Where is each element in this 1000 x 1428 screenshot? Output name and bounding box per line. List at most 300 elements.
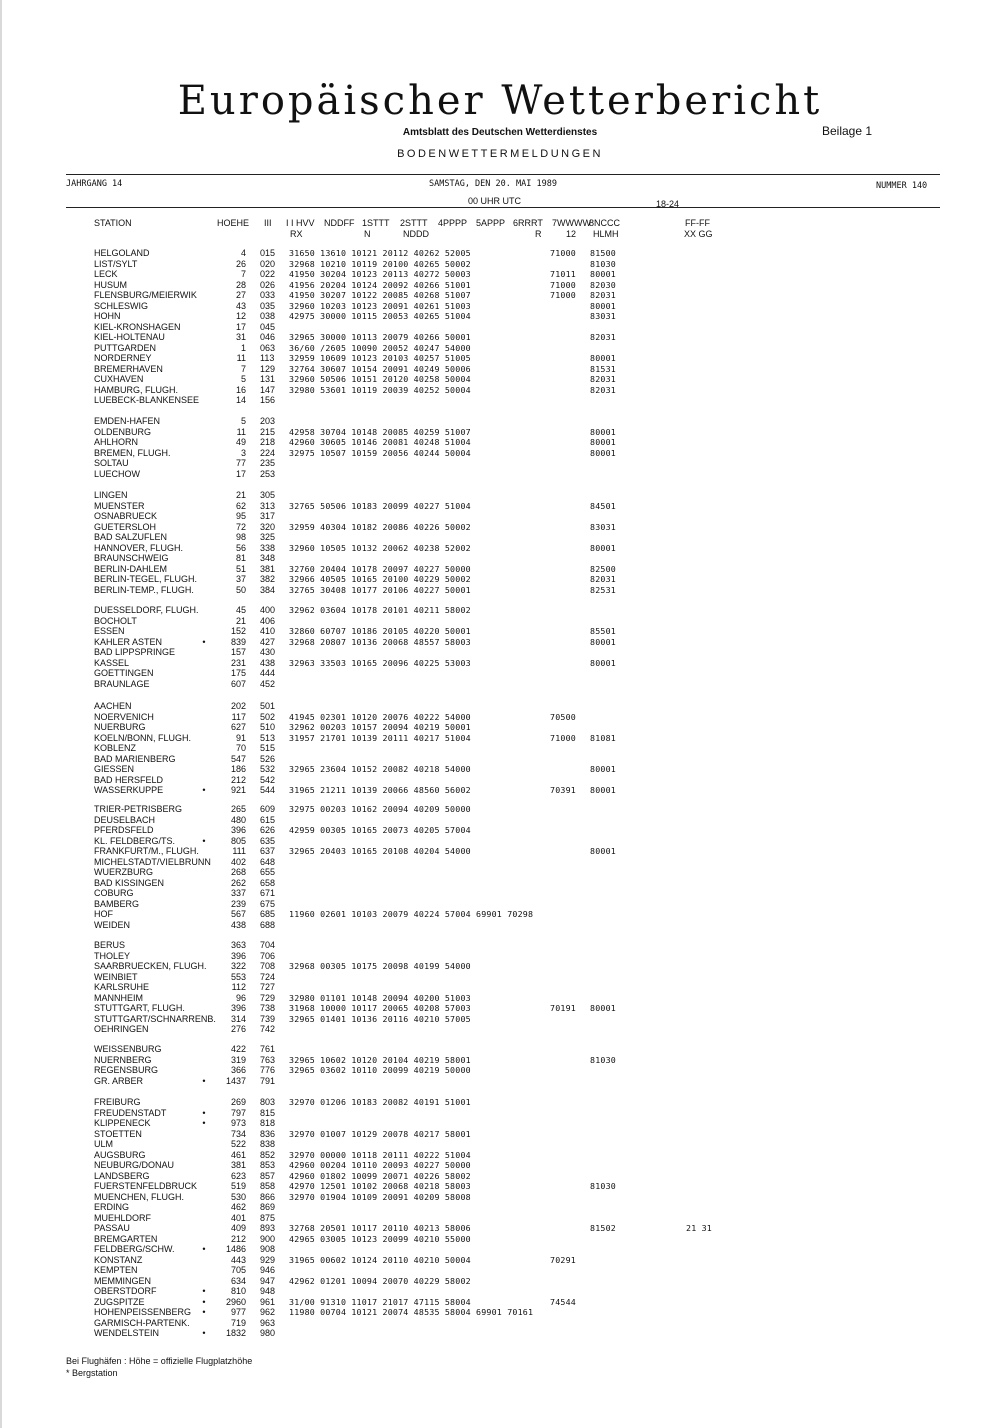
station-height: 21 <box>235 615 246 626</box>
station-name: MUENCHEN, FLUGH. <box>94 1191 185 1202</box>
group-8-code: 81531 <box>590 363 616 374</box>
station-number: 430 <box>260 647 276 657</box>
station-name: OLDENBURG <box>94 426 152 437</box>
station-height: 314 <box>230 1013 246 1024</box>
station-row <box>0 668 1000 679</box>
station-number: 348 <box>260 553 276 563</box>
station-number: 406 <box>260 615 276 626</box>
observation-codes: 32965 03602 10110 20099 40219 50000 <box>289 1065 471 1075</box>
station-number: 708 <box>260 961 276 971</box>
observation-codes: 32960 10505 10132 20062 40238 52002 <box>289 542 471 553</box>
observation-codes: 32965 01401 10136 20116 40210 57005 <box>289 1013 471 1024</box>
station-height: 461 <box>230 1149 246 1160</box>
group-7-code: 71011 <box>550 269 576 279</box>
observation-codes: 32962 03604 10178 20101 40211 58002 <box>289 605 471 615</box>
station-number: 658 <box>260 877 276 888</box>
group-8-code: 82531 <box>590 584 616 595</box>
station-row <box>0 322 1000 333</box>
station-height: 262 <box>230 877 246 888</box>
station-number: 791 <box>260 1075 276 1086</box>
station-height: 363 <box>230 940 246 950</box>
col-hlmh: HLMH <box>593 229 619 239</box>
station-height: 111 <box>232 846 246 856</box>
observation-codes: 32764 30607 10154 20091 40249 50006 <box>289 363 471 374</box>
station-name: BOCHOLT <box>94 615 137 626</box>
group-7-code: 74544 <box>550 1296 576 1307</box>
group-7-code: 70500 <box>550 711 576 722</box>
station-height: 11 <box>236 353 246 363</box>
station-row <box>0 311 1000 322</box>
station-row <box>0 846 1000 857</box>
station-name: NUERNBERG <box>94 1054 152 1065</box>
observation-time: 00 UHR UTC <box>468 196 522 206</box>
station-row <box>0 427 1000 438</box>
station-height: 17 <box>235 321 246 332</box>
station-number: 320 <box>260 521 276 532</box>
station-height: 719 <box>230 1317 246 1328</box>
station-height: 402 <box>230 856 246 867</box>
station-number: 203 <box>260 416 276 426</box>
station-name: FREUDENSTADT <box>94 1107 167 1118</box>
mountain-station-marker: • <box>202 636 206 647</box>
station-row <box>0 658 1000 669</box>
station-row <box>0 825 1000 836</box>
group-7-code: 71000 <box>550 290 576 300</box>
station-row <box>0 961 1000 972</box>
station-name: KARLSRUHE <box>94 982 150 992</box>
observation-codes: 42960 01802 10099 20071 40226 58002 <box>289 1170 471 1181</box>
group-8-code: 83031 <box>590 521 616 532</box>
station-row <box>0 532 1000 543</box>
station-height: 519 <box>230 1181 246 1191</box>
station-number: 427 <box>260 636 276 647</box>
group-7-code: 71000 <box>550 248 576 258</box>
station-row <box>0 1118 1000 1129</box>
group-8-code: 85501 <box>590 626 616 636</box>
station-height: 28 <box>235 279 246 290</box>
station-row <box>0 605 1000 616</box>
station-row <box>0 1255 1000 1266</box>
observation-codes: 42960 30605 10146 20081 40248 51004 <box>289 437 471 447</box>
station-height: 12 <box>235 311 246 321</box>
group-8-code: 80001 <box>590 785 616 795</box>
station-row <box>0 1014 1000 1025</box>
observation-codes: 32965 10602 10120 20104 40219 58001 <box>289 1054 471 1065</box>
station-number: 046 <box>260 332 276 342</box>
station-number: 113 <box>260 353 275 363</box>
station-height: 27 <box>235 290 246 300</box>
station-number: 962 <box>260 1307 276 1317</box>
group-8-code: 81081 <box>590 732 616 743</box>
station-row <box>0 1276 1000 1287</box>
station-number: 742 <box>260 1024 276 1034</box>
station-name: LIST/SYLT <box>94 258 138 269</box>
station-number: 648 <box>260 856 276 867</box>
station-name: BAD LIPPSPRINGE <box>94 647 176 657</box>
station-number: 147 <box>260 384 276 395</box>
group-8-code: 80001 <box>590 542 616 553</box>
station-number: 444 <box>260 668 276 678</box>
station-number: 382 <box>260 574 276 584</box>
station-row <box>0 374 1000 385</box>
station-height: 337 <box>230 888 246 898</box>
station-height: 16 <box>235 384 246 395</box>
station-row <box>0 1192 1000 1203</box>
station-height: 443 <box>230 1254 246 1265</box>
station-name: BERUS <box>94 940 126 950</box>
station-name: LINGEN <box>94 490 128 500</box>
beilage-label: Beilage 1 <box>822 124 873 138</box>
observation-codes: 32960 10203 10123 20091 40261 51003 <box>289 300 471 311</box>
station-number: 501 <box>260 701 276 711</box>
station-row <box>0 1265 1000 1276</box>
observation-codes: 32965 30000 10113 20079 40266 50001 <box>289 332 471 342</box>
station-name: WENDELSTEIN <box>94 1328 160 1338</box>
station-height: 152 <box>230 626 246 636</box>
station-height: 175 <box>230 668 246 678</box>
station-number: 235 <box>260 458 276 468</box>
observation-codes: 11960 02601 10103 20079 40224 57004 69901 70298 <box>289 909 534 919</box>
col-5appp: 5APPP <box>476 218 506 228</box>
station-number: 706 <box>260 950 276 961</box>
station-name: BRAUNLAGE <box>94 678 150 689</box>
station-name: BAMBERG <box>94 898 140 909</box>
station-number: 852 <box>260 1149 276 1160</box>
group-8-code: 82031 <box>590 374 616 384</box>
station-name: ZUGSPITZE <box>94 1296 145 1307</box>
station-name: STOETTEN <box>94 1128 142 1139</box>
station-number: 544 <box>260 785 276 795</box>
col-6rrrt: 6RRRT <box>513 218 543 228</box>
station-number: 655 <box>260 867 276 877</box>
station-height: 81 <box>235 553 246 563</box>
station-number: 739 <box>260 1013 276 1024</box>
station-row <box>0 836 1000 847</box>
col-1sttt: 1STTT <box>362 218 390 228</box>
station-height: 37 <box>235 574 246 584</box>
station-number: 400 <box>260 605 276 615</box>
station-row <box>0 1150 1000 1161</box>
station-number: 542 <box>260 774 276 785</box>
col-nddff: NDDFF <box>324 218 355 228</box>
station-height: 921 <box>230 785 246 795</box>
station-row <box>0 951 1000 962</box>
station-name: KONSTANZ <box>94 1254 143 1265</box>
station-name: BERLIN-TEGEL, FLUGH. <box>94 574 198 584</box>
station-number: 776 <box>260 1065 276 1075</box>
station-row <box>0 269 1000 280</box>
station-number: 675 <box>260 898 276 909</box>
group-8-code: 80001 <box>590 846 616 856</box>
group-8-code: 80001 <box>590 437 616 447</box>
station-name: LECK <box>94 269 118 279</box>
station-row <box>0 940 1000 951</box>
station-row <box>0 364 1000 375</box>
station-name: LANDSBERG <box>94 1170 150 1181</box>
time-range-label: 18-24 <box>656 199 680 209</box>
group-8-code: 80001 <box>590 764 616 774</box>
station-row <box>0 469 1000 480</box>
observation-codes: 32966 40505 10165 20100 40229 50002 <box>289 574 471 584</box>
station-row <box>0 1297 1000 1308</box>
station-row <box>0 1055 1000 1066</box>
station-height: 3 <box>240 447 246 458</box>
station-height: 117 <box>231 711 246 722</box>
jahrgang-label: JAHRGANG 14 <box>66 179 123 189</box>
station-name: KLIPPENECK <box>94 1118 151 1128</box>
station-name: TRIER-PETRISBERG <box>94 804 183 814</box>
station-name: WEISSENBURG <box>94 1044 162 1054</box>
station-number: 038 <box>260 311 276 321</box>
station-row <box>0 1244 1000 1255</box>
station-row <box>0 1202 1000 1213</box>
mountain-station-marker: • <box>202 1244 206 1254</box>
station-number: 947 <box>260 1275 276 1286</box>
station-number: 338 <box>260 542 276 553</box>
station-row <box>0 248 1000 259</box>
station-name: FUERSTENFELDBRUCK <box>94 1181 198 1191</box>
station-height: 98 <box>235 532 246 542</box>
observation-codes: 41956 20204 10124 20092 40266 51001 <box>289 279 471 290</box>
station-height: 396 <box>230 825 246 835</box>
station-name: SOLTAU <box>94 458 129 468</box>
station-row <box>0 626 1000 637</box>
observation-codes: 42970 12501 10102 20068 40218 58003 <box>289 1181 471 1191</box>
station-name: BRAUNSCHWEIG <box>94 553 169 563</box>
station-row <box>0 1076 1000 1087</box>
station-name: BAD MARIENBERG <box>94 753 176 764</box>
station-height: 705 <box>230 1265 246 1275</box>
station-number: 022 <box>260 269 276 279</box>
station-number: 946 <box>260 1265 276 1275</box>
group-8-code: 81500 <box>590 248 616 258</box>
station-number: 763 <box>260 1054 276 1065</box>
group-8-code: 83031 <box>590 311 616 321</box>
station-height: 480 <box>230 814 246 825</box>
station-row <box>0 564 1000 575</box>
station-row <box>0 1065 1000 1076</box>
station-name: DEUSELBACH <box>94 814 156 825</box>
station-row <box>0 1160 1000 1171</box>
station-number: 615 <box>260 814 276 825</box>
station-height: 202 <box>230 701 246 711</box>
station-number: 305 <box>260 490 276 500</box>
document-title: Europäischer Wetterbericht <box>177 78 823 124</box>
station-name: OEHRINGEN <box>94 1024 149 1034</box>
station-number: 836 <box>260 1128 276 1139</box>
station-row <box>0 395 1000 406</box>
observation-codes: 32760 20404 10178 20097 40227 50000 <box>289 563 471 574</box>
station-name: REGENSBURG <box>94 1065 159 1075</box>
station-row <box>0 448 1000 459</box>
station-number: 609 <box>260 804 276 814</box>
station-name: PASSAU <box>94 1223 130 1233</box>
col-xxgg: XX GG <box>684 229 713 239</box>
station-height: 96 <box>235 992 246 1003</box>
observation-codes: 31957 21701 10139 20111 40217 51004 <box>289 732 471 743</box>
station-name: HOHN <box>94 311 121 321</box>
station-height: 77 <box>235 458 246 468</box>
station-height: 14 <box>235 395 246 405</box>
station-row <box>0 1213 1000 1224</box>
observation-codes: 42965 03005 10123 20099 40210 55000 <box>289 1233 471 1244</box>
station-name: MICHELSTADT/VIELBRUNN <box>94 856 211 867</box>
station-row <box>0 553 1000 564</box>
station-name: HAMBURG, FLUGH. <box>94 384 179 395</box>
station-number: 510 <box>260 722 276 732</box>
station-number: 502 <box>260 711 276 722</box>
group-8-code: 82500 <box>590 563 616 574</box>
station-height: 231 <box>230 657 246 668</box>
station-number: 224 <box>260 447 276 458</box>
observation-codes: 42962 01201 10094 20070 40229 58002 <box>289 1275 471 1286</box>
station-name: FLENSBURG/MEIERWIK <box>94 290 197 300</box>
station-row <box>0 543 1000 554</box>
station-height: 401 <box>230 1212 246 1223</box>
station-height: 72 <box>235 521 246 532</box>
station-row <box>0 280 1000 291</box>
station-name: PUTTGARDEN <box>94 342 157 353</box>
station-name: FELDBERG/SCHW. <box>94 1244 175 1254</box>
station-number: 637 <box>260 846 276 856</box>
station-number: 738 <box>260 1003 276 1013</box>
station-name: HOHENPEISSENBERG <box>94 1307 192 1317</box>
station-name: GUETERSLOH <box>94 521 157 532</box>
station-row <box>0 647 1000 658</box>
station-row <box>0 1223 1000 1234</box>
observation-codes: 42960 00204 10110 20093 40227 50000 <box>289 1160 471 1170</box>
station-number: 671 <box>260 888 276 898</box>
station-height: 396 <box>230 1003 246 1013</box>
station-name: THOLEY <box>94 950 131 961</box>
station-number: 452 <box>260 678 276 689</box>
station-height: 567 <box>230 909 246 919</box>
col-ihvv: I I HVV <box>286 218 315 228</box>
col-hoehe: HOEHE <box>217 218 250 228</box>
station-row <box>0 437 1000 448</box>
mountain-station-marker: • <box>202 785 206 795</box>
station-height: 977 <box>230 1307 246 1317</box>
station-height: 157 <box>230 647 246 657</box>
station-height: 11 <box>236 426 246 437</box>
station-number: 803 <box>260 1097 276 1107</box>
station-name: GOETTINGEN <box>94 668 154 678</box>
station-number: 685 <box>260 909 276 919</box>
observation-codes: 41950 30207 10122 20085 40268 51007 <box>289 290 471 300</box>
station-name: WUERZBURG <box>94 867 153 877</box>
station-name: OBERSTDORF <box>94 1286 157 1296</box>
station-row <box>0 1286 1000 1297</box>
station-height: 186 <box>230 764 246 774</box>
station-row <box>0 1097 1000 1108</box>
station-number: 015 <box>260 248 276 258</box>
station-row <box>0 920 1000 931</box>
station-name: KEMPTEN <box>94 1265 138 1275</box>
group-8-code: 81502 <box>590 1223 616 1233</box>
observation-codes: 31968 10000 10117 20065 40208 57003 <box>289 1003 471 1013</box>
observation-codes: 41950 30204 10123 20113 40272 50003 <box>289 269 471 279</box>
mountain-station-marker: • <box>202 1118 206 1128</box>
station-name: HELGOLAND <box>94 248 150 258</box>
group-8-code: 80001 <box>590 657 616 668</box>
station-name: FREIBURG <box>94 1097 141 1107</box>
group-8-code: 80001 <box>590 447 616 458</box>
group-8-code: 80001 <box>590 426 616 437</box>
col-4pppp: 4PPPP <box>438 218 468 228</box>
station-number: 869 <box>260 1202 276 1212</box>
station-row <box>0 888 1000 899</box>
station-name: AHLHORN <box>94 437 139 447</box>
station-row <box>0 909 1000 920</box>
mountain-station-marker: • <box>202 1307 206 1317</box>
col-2sttt: 2STTT <box>400 218 428 228</box>
station-row <box>0 857 1000 868</box>
group-7-code: 70191 <box>550 1003 576 1013</box>
station-height: 7 <box>240 363 246 374</box>
station-number: 724 <box>260 971 276 982</box>
station-name: MUEHLDORF <box>94 1212 152 1223</box>
station-name: STUTTGART, FLUGH. <box>94 1003 185 1013</box>
station-row <box>0 637 1000 648</box>
station-row <box>0 343 1000 354</box>
station-height: 319 <box>230 1054 246 1065</box>
station-name: ESSEN <box>94 626 125 636</box>
group-7-code: 71000 <box>550 279 576 290</box>
station-height: 623 <box>230 1170 246 1181</box>
station-row <box>0 1139 1000 1150</box>
station-number: 215 <box>260 426 276 437</box>
station-name: KL. FELDBERG/TS. <box>94 835 176 846</box>
station-name: LUECHOW <box>94 468 141 479</box>
station-height: 627 <box>230 722 246 732</box>
station-height: 396 <box>230 950 246 961</box>
observation-codes: 32965 20403 10165 20108 40204 54000 <box>289 846 471 856</box>
station-number: 857 <box>260 1170 276 1181</box>
group-8-code: 82030 <box>590 279 616 290</box>
station-name: NEUBURG/DONAU <box>94 1160 175 1170</box>
col-r: R <box>535 229 542 239</box>
station-row <box>0 878 1000 889</box>
station-height: 522 <box>230 1139 246 1149</box>
section-title: BODENWETTERMELDUNGEN <box>397 148 603 160</box>
station-height: 43 <box>235 300 246 311</box>
station-number: 908 <box>260 1244 276 1254</box>
station-row <box>0 754 1000 765</box>
station-number: 526 <box>260 753 276 764</box>
station-height: 734 <box>230 1128 246 1139</box>
station-number: 313 <box>260 500 276 511</box>
observation-codes: 31650 13610 10121 20112 40262 52005 <box>289 248 471 258</box>
station-number: 035 <box>260 300 276 311</box>
station-name: PFERDSFELD <box>94 825 154 835</box>
station-number: 948 <box>260 1286 276 1296</box>
station-name: GIESSEN <box>94 764 135 774</box>
station-row <box>0 353 1000 364</box>
station-number: 253 <box>260 468 276 479</box>
group-8-code: 80001 <box>590 353 616 363</box>
station-name: WASSERKUPPE <box>94 785 164 795</box>
observation-codes: 32980 01101 10148 20094 40200 51003 <box>289 992 471 1003</box>
station-height: 322 <box>230 961 246 971</box>
observation-codes: 32959 40304 10182 20086 40226 50002 <box>289 521 471 532</box>
station-height: 49 <box>235 437 246 447</box>
station-height: 45 <box>235 605 246 615</box>
group-8-code: 81030 <box>590 1181 616 1191</box>
station-number: 980 <box>260 1328 276 1338</box>
group-8-code: 80001 <box>590 269 616 279</box>
station-number: 020 <box>260 258 276 269</box>
station-height: 409 <box>230 1223 246 1233</box>
